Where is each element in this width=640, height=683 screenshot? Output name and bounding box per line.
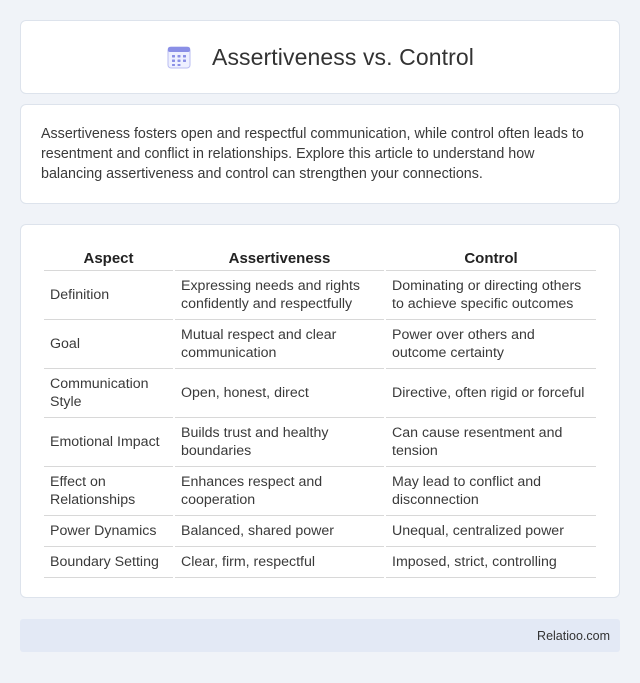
table-row [43,515,597,546]
table-row [43,368,597,417]
table-header-row [43,245,597,270]
calendar-icon [166,44,192,70]
table-row [43,417,597,466]
table-row [43,319,597,368]
table-cell-assertiveness: Mutual respect and clear communication [174,319,385,368]
table-cell-assertiveness: Clear, firm, respectful [174,546,385,577]
table-cell-aspect: Effect on Relationships [43,466,174,515]
intro-text: Assertiveness fosters open and respectful communication, while control often leads to resentment and conflict in relationships. Explore this article to understand how balancing assertiveness and control can strengthen your connections. [41,126,584,182]
footer-bar [20,619,620,652]
table-row [43,466,597,515]
footer-brand: Relatioo.com [537,628,610,643]
table-cell-control: May lead to conflict and disconnection [385,466,597,515]
table-cell-aspect: Power Dynamics [43,515,174,546]
table-cell-control: Imposed, strict, controlling [385,546,597,577]
table-cell-control: Can cause resentment and tension [385,417,597,466]
table-cell-control: Dominating or directing others to achieve specific outcomes [385,270,597,319]
table-cell-assertiveness: Builds trust and healthy boundaries [174,417,385,466]
table-cell-aspect: Definition [43,270,174,319]
table-cell-control: Directive, often rigid or forceful [385,368,597,417]
table-cell-control: Unequal, centralized power [385,515,597,546]
table-cell-aspect: Goal [43,319,174,368]
intro-card [20,104,620,204]
page-title: Assertiveness vs. Control [212,43,474,70]
column-header-control: Control [385,245,597,270]
header-card [20,20,620,94]
table-cell-assertiveness: Open, honest, direct [174,368,385,417]
table-cell-aspect: Communication Style [43,368,174,417]
table-cell-control: Power over others and outcome certainty [385,319,597,368]
table-cell-assertiveness: Balanced, shared power [174,515,385,546]
table-cell-aspect: Boundary Setting [43,546,174,577]
column-header-aspect: Aspect [43,245,174,270]
column-header-assertiveness: Assertiveness [174,245,385,270]
table-row [43,546,597,577]
comparison-table [42,245,598,578]
table-cell-aspect: Emotional Impact [43,417,174,466]
title-wrap [166,44,474,71]
table-cell-assertiveness: Enhances respect and cooperation [174,466,385,515]
table-card [20,224,620,598]
table-row [43,270,597,319]
table-cell-assertiveness: Expressing needs and rights confidently and respectfully [174,270,385,319]
